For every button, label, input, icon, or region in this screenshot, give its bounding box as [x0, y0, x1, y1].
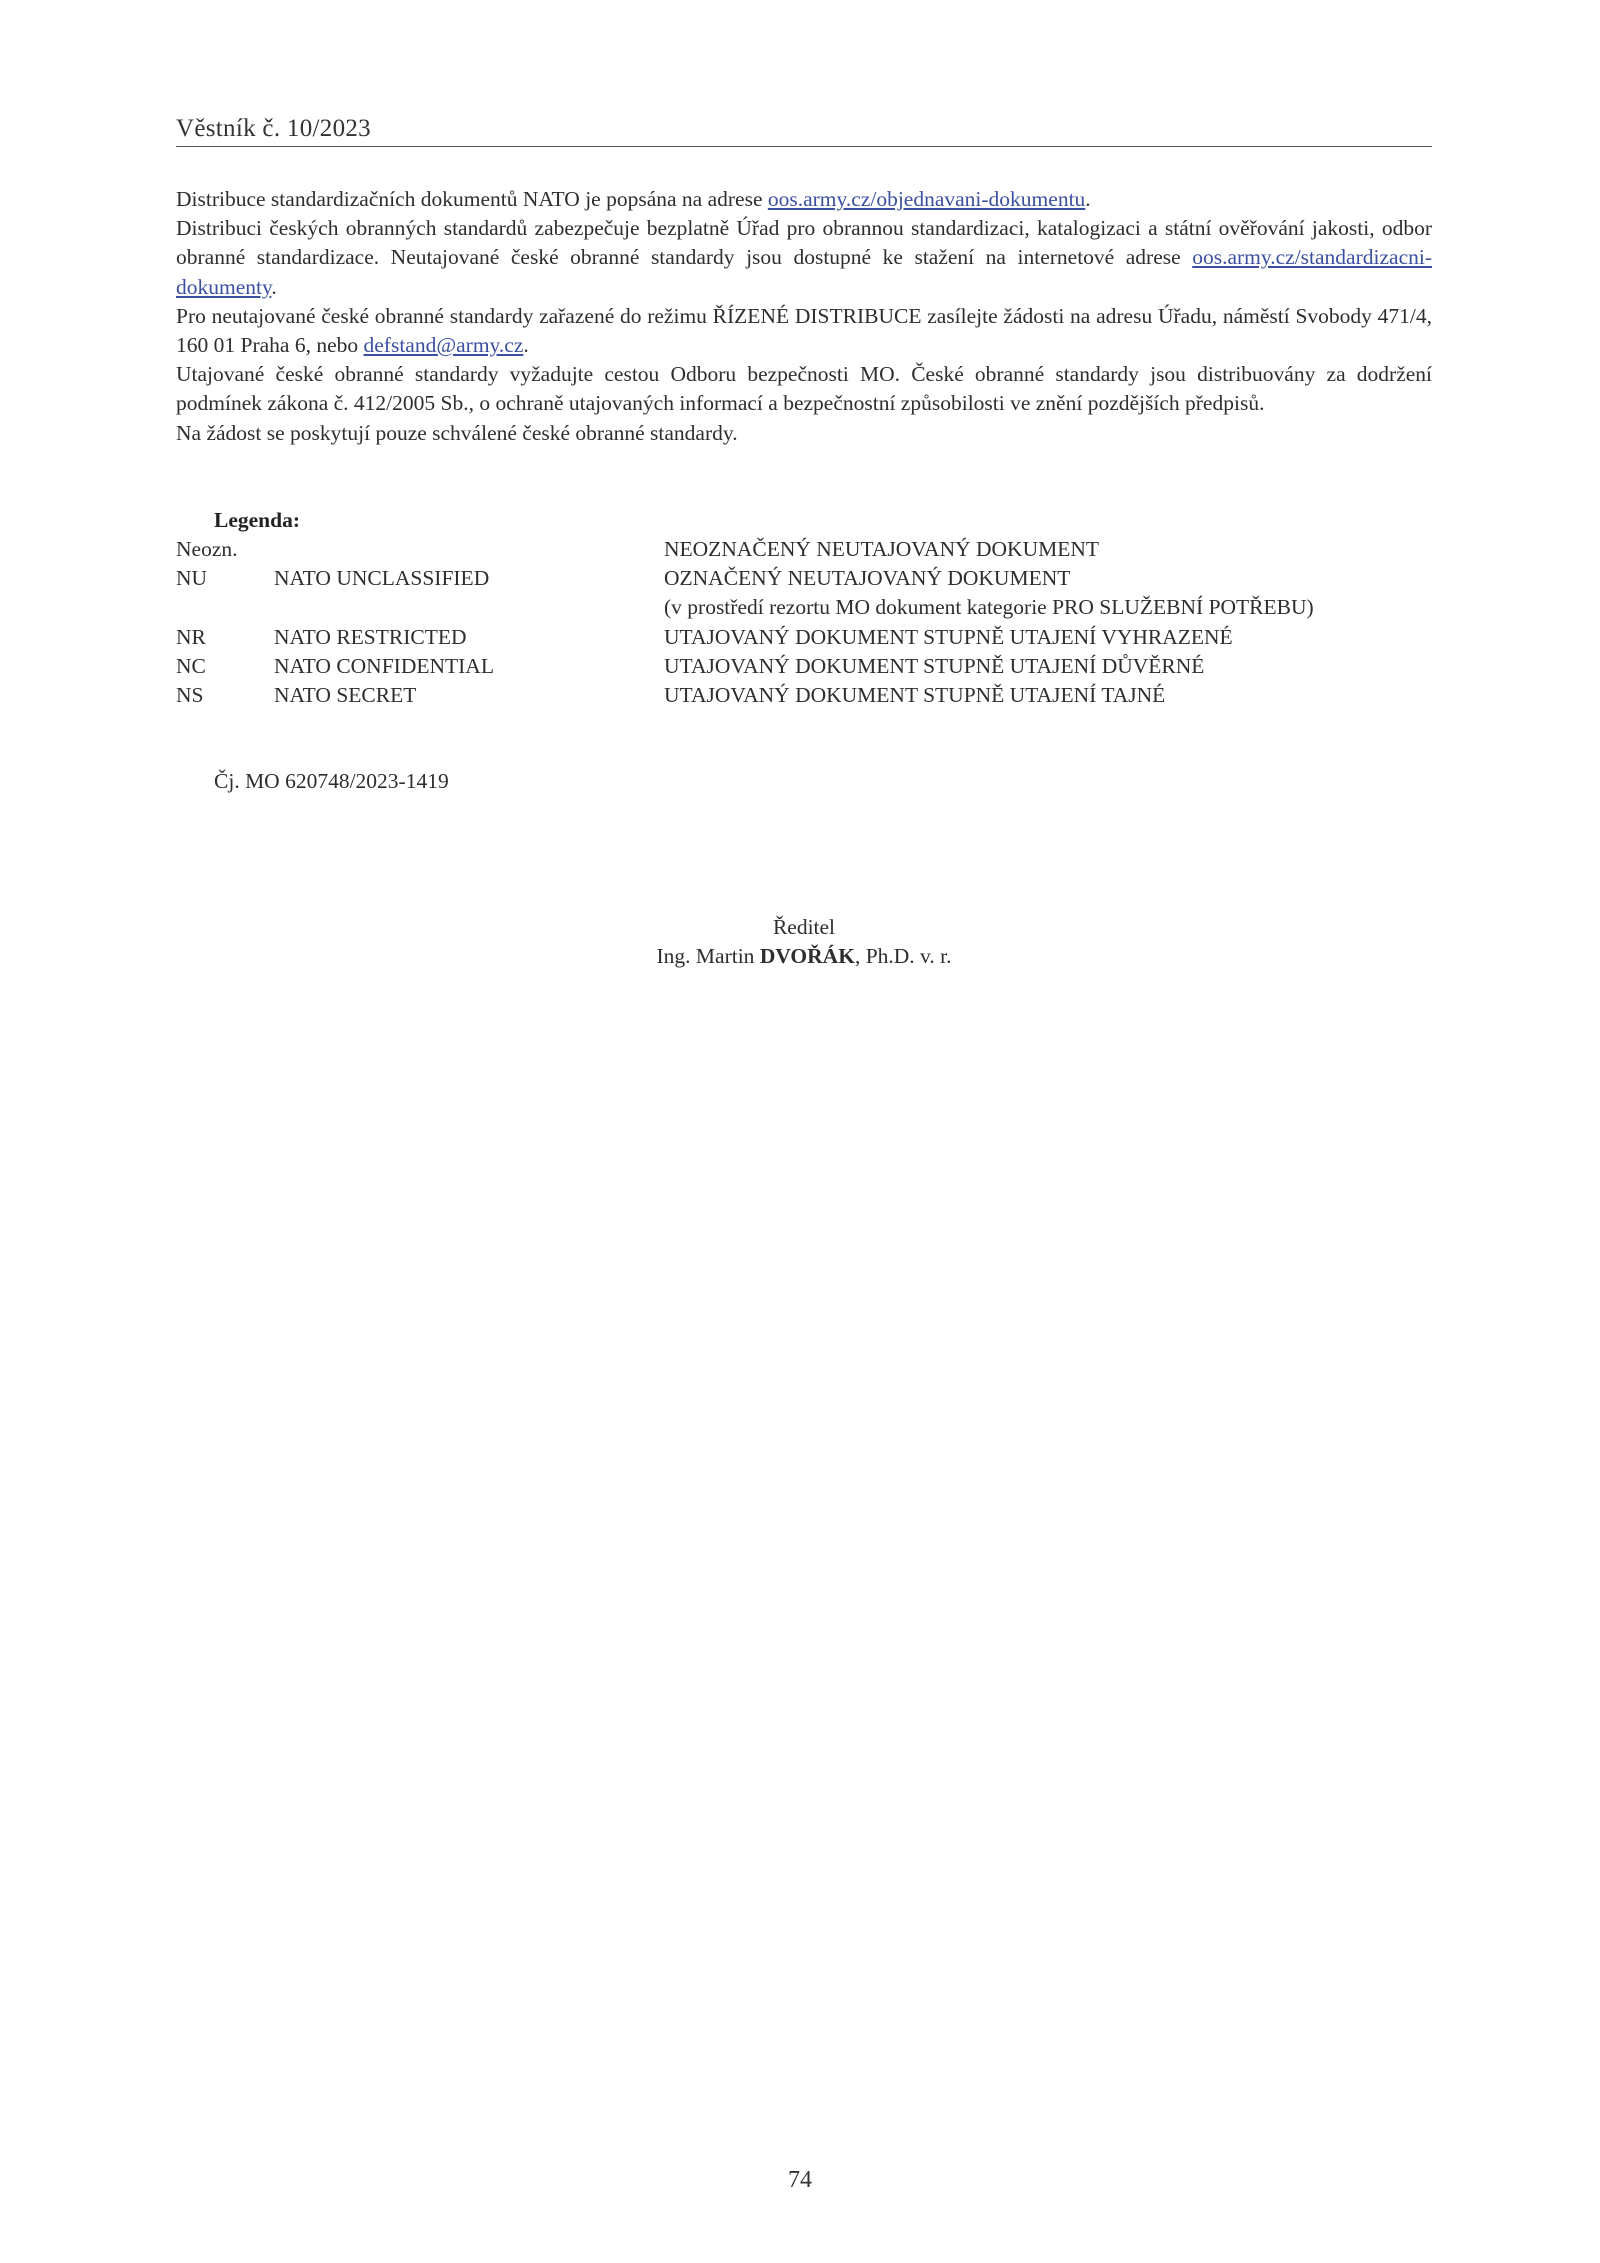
legend-row — [176, 564, 1432, 593]
legend-abbr: NR — [176, 624, 206, 649]
paragraph-czech-standards — [176, 214, 1432, 302]
legend-desc: UTAJOVANÝ DOKUMENT STUPNĚ UTAJENÍ VYHRAZENÉ — [664, 624, 1233, 649]
paragraph-end: . — [523, 333, 529, 358]
link-objednavani-dokumentu[interactable]: oos.army.cz/objednavani-dokumentu — [767, 187, 1086, 211]
legend-nato: NATO UNCLASSIFIED — [274, 566, 490, 591]
paragraph-text: Distribuce standardizačních dokumentů NATO je popsána na adrese — [176, 187, 768, 211]
legend-abbr: NS — [176, 682, 204, 707]
paragraph-classified-standards: Utajované české obranné standardy vyžadujte cestou Odboru bezpečnosti MO. České obranné standardy jsou distribuovány za dodržení podmínek zákona č. 412/2005 Sb., o ochraně utajovaných informací a bezpečnostní způsobilosti ve znění pozdějších předpisů. — [176, 362, 1432, 416]
header-rule — [176, 146, 1432, 147]
legend-nato: NATO RESTRICTED — [274, 624, 467, 649]
legend-nato: NATO SECRET — [274, 682, 417, 707]
legend-abbr: Neozn. — [176, 537, 238, 561]
legend-desc: (v prostředí rezortu MO dokument kategorie PRO SLUŽEBNÍ POTŘEBU) — [664, 595, 1314, 620]
legend-row — [176, 623, 1432, 652]
paragraph-controlled-distribution — [176, 302, 1432, 360]
signature-block — [176, 913, 1432, 971]
paragraph-nato-distribution — [176, 185, 1432, 214]
legend-desc: UTAJOVANÝ DOKUMENT STUPNĚ UTAJENÍ TAJNÉ — [664, 682, 1166, 707]
signature-name-prefix: Ing. Martin — [656, 944, 760, 969]
legend-abbr: NC — [176, 653, 206, 678]
legend-desc: UTAJOVANÝ DOKUMENT STUPNĚ UTAJENÍ DŮVĚRNÉ — [664, 653, 1205, 678]
reference-number: Čj. MO 620748/2023-1419 — [214, 769, 449, 793]
paragraph-text: Pro neutajované české obranné standardy zařazené do režimu ŘÍZENÉ DISTRIBUCE zasílejte žádosti na adresu Úřadu, náměstí Svobody 471/4, 160 01 Praha 6, nebo — [176, 303, 1432, 358]
signature-role: Ředitel — [772, 915, 836, 939]
legend-title: Legenda: — [214, 508, 300, 532]
legend-row — [176, 593, 1432, 622]
link-defstand-email[interactable]: defstand@army.cz — [363, 333, 524, 358]
legend-table — [176, 535, 1432, 710]
signature-name-suffix: , Ph.D. v. r. — [854, 944, 952, 969]
legend-abbr: NU — [176, 566, 208, 591]
paragraph-text: Distribuci českých obranných standardů zabezpečuje bezplatně Úřad pro obrannou standardizaci, katalogizaci a státní ověřování jakosti, odbor obranné standardizace. Neutajované české obranné standardy jsou dostupné ke stažení na internetové adrese — [176, 216, 1432, 270]
distribution-text — [176, 185, 1432, 448]
legend-nato: NATO CONFIDENTIAL — [274, 653, 494, 678]
paragraph-end: . — [271, 274, 277, 299]
legend-row — [176, 681, 1432, 710]
legend-row — [176, 652, 1432, 681]
legend-desc: NEOZNAČENÝ NEUTAJOVANÝ DOKUMENT — [664, 537, 1100, 561]
legend-row — [176, 535, 1432, 564]
page-number: 74 — [788, 2167, 812, 2193]
paragraph-approved-only: Na žádost se poskytují pouze schválené české obranné standardy. — [176, 420, 738, 445]
link-standardizacni-dokumenty[interactable]: oos.army.cz/standardizacni-dokumenty — [176, 245, 1432, 299]
legend-desc: OZNAČENÝ NEUTAJOVANÝ DOKUMENT — [664, 566, 1071, 591]
signature-surname: DVOŘÁK — [759, 944, 855, 969]
signature-name — [176, 942, 1432, 971]
paragraph-end: . — [1085, 187, 1091, 211]
page-header-title: Věstník č. 10/2023 — [176, 115, 371, 142]
